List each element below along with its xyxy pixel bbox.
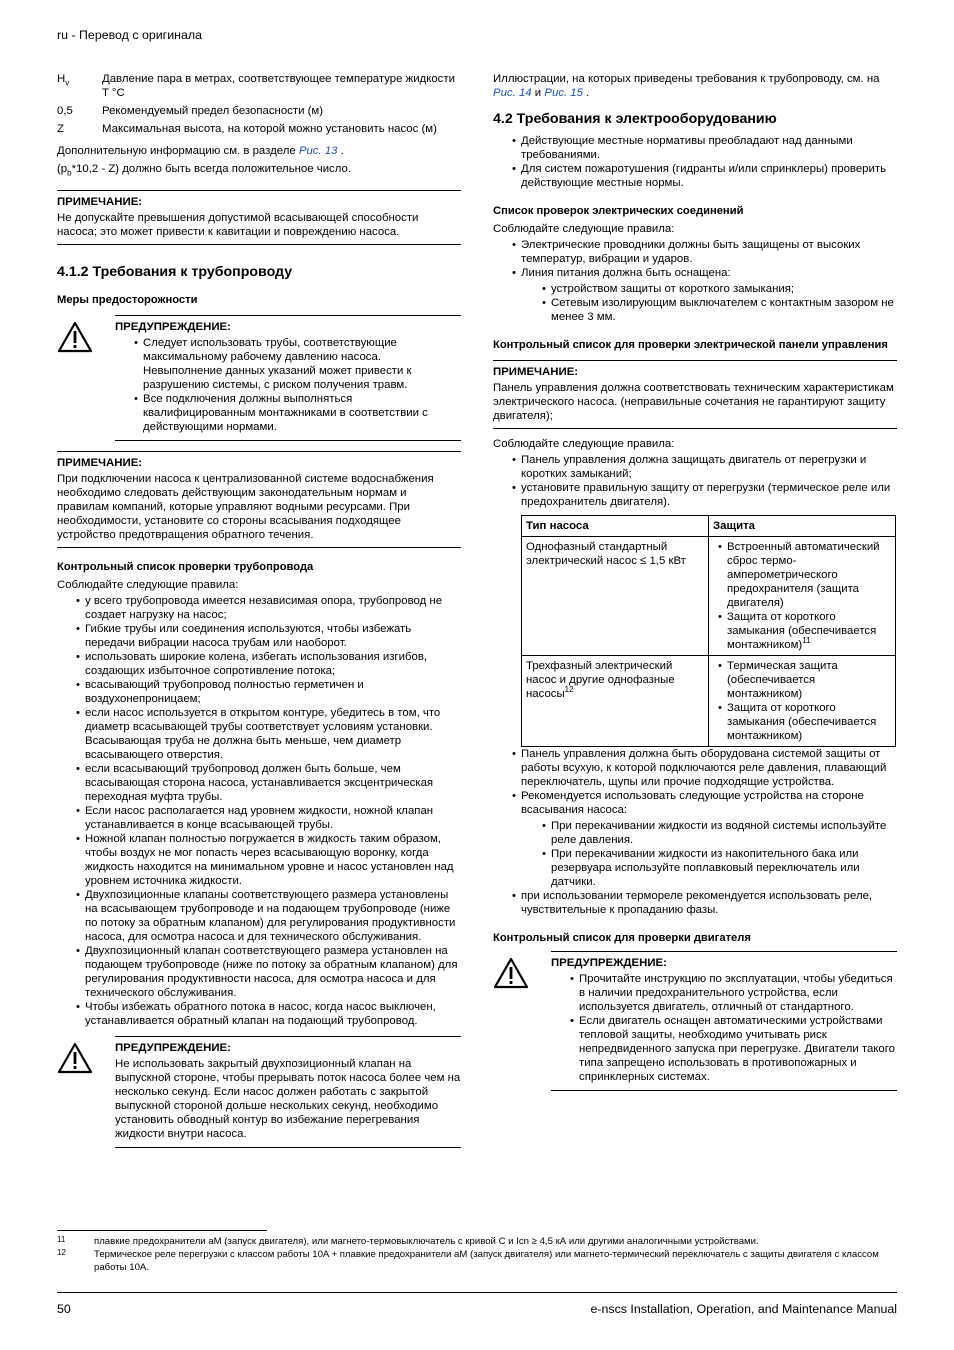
def-term: Z (57, 123, 64, 135)
list-item: • Следует использовать трубы, соответствующие максимальному рабочему давлению насоса. Невыполнение данных указаний может привести к разрушению системы, с риском получения травм. (143, 336, 461, 392)
pipe-checklist (85, 594, 461, 1028)
list-item: • при использовании термореле рекомендуется использовать реле, чувствительные к пропаданию фазы. (521, 889, 897, 917)
note-box (57, 190, 461, 245)
warning-block (493, 951, 897, 1091)
def-term: 0,5 (57, 105, 73, 117)
list-item: • у всего трубопровода имеется независимая опора, трубопровод не создает нагрузку на насос; (85, 594, 461, 622)
footnote-text: Термическое реле перегрузки с классом работы 10A + плавкие предохранители aM (запуск двигателя) или магнето-термический переключатель с защиты двигателя с классом работы 10A. (94, 1249, 879, 1273)
def-term: $H_v$ (57, 73, 70, 88)
list-item: • Защита от короткого замыкания (обеспечивается монтажником)$^{11}$ (727, 610, 891, 652)
footer-rule (57, 1292, 897, 1293)
list-item: • если насос используется в открытом контуре, убедитесь в том, что диаметр всасывающей трубы соответствует условиям установки. Всасывающая труба не должна быть меньше, чем диаметр всасывающего отверстия. (85, 706, 461, 762)
table-header: Тип насоса (522, 516, 709, 537)
rules-intro: Соблюдайте следующие правила: (57, 579, 239, 592)
page-header: ru - Перевод с оригинала (57, 28, 202, 42)
warning-icon (57, 315, 115, 441)
thermal-relay-list (521, 889, 897, 917)
list-item: • Для систем пожаротушения (гидранты и/или спринклеры) проверить действующие местные нормы. (521, 162, 897, 190)
footnotes (57, 1235, 897, 1274)
subsection-heading: Контрольный список проверки трубопровода (57, 561, 314, 574)
definition-list (57, 72, 461, 136)
table-row (522, 656, 896, 747)
subsection-heading: Контрольный список для проверки электрической панели управления (493, 339, 888, 351)
footnote-number: 11 (57, 1235, 66, 1244)
list-item: • установите правильную защиту от перегрузки (термическое реле или предохранитель двигателя). (521, 481, 897, 509)
list-item: • Сетевым изолирующим выключателем с контактным зазором не менее 3 мм. (551, 296, 897, 324)
list-item: • Встроенный автоматический сброс термо-амперометрического предохранителя (защита двигателя) (727, 540, 891, 610)
warning-block (57, 1036, 461, 1148)
warning-title: ПРЕДУПРЕЖДЕНИЕ: (551, 957, 667, 969)
list-item: • Прочитайте инструкцию по эксплуатации, чтобы убедиться в наличии предохранительного устройства, если используется двигатель, отличный от стандартного. (579, 972, 897, 1014)
note-title: ПРИМЕЧАНИЕ: (493, 366, 579, 378)
rules-intro: Соблюдайте следующие правила: (493, 223, 675, 235)
list-item: • Чтобы избежать обратного потока в насос, когда насос выключен, устанавливается обратный клапан на подающий трубопровод. (85, 1000, 461, 1028)
list-item: • устройством защиты от короткого замыкания; (551, 282, 897, 296)
left-column (57, 72, 461, 1158)
info-paragraph: Дополнительную информацию см. в разделе Рис. 13 . (57, 145, 344, 157)
table-cell: Однофазный стандартный электрический насос ≤ 1,5 кВт (522, 537, 709, 656)
list-item: • если всасывающий трубопровод должен быть больше, чем всасывающая сторона насоса, устанавливается эксцентрическая переходная муфта трубы. (85, 762, 461, 804)
warning-icon (57, 1036, 115, 1148)
subsection-heading: Меры предосторожности (57, 294, 198, 307)
list-item: • всасывающий трубопровод полностью герметичен и воздухонепроницаем; (85, 678, 461, 706)
list-item: • Двухпозиционные клапаны соответствующего размера установлены на всасывающем трубопроводе и на подающем трубопроводе (ниже по потоку за обратным клапаном) для регулирования продуктивности насоса, для осмотра насоса и для технического обслуживания. (85, 888, 461, 944)
right-column (493, 72, 897, 1101)
illustrations-paragraph: Иллюстрации, на которых приведены требования к трубопроводу, см. на Рис. 14 и Рис. 15 . (493, 73, 880, 99)
page-number: 50 (57, 1302, 71, 1316)
note-text: Панель управления должна соответствовать техническим характеристикам электрического насоса. (неправильные сочетания не гарантируют защиту двигателя); (493, 382, 894, 422)
protection-table (521, 515, 896, 747)
list-item: • Защита от короткого замыкания (обеспечивается монтажником) (727, 701, 891, 743)
list-item: • Ножной клапан полностью погружается в жидкость таким образом, чтобы воздух не мог попасть через всасывающую воронку, когда жидкость находится на минимальном уровне и насос установлен над уровнем источника жидкости. (85, 832, 461, 888)
warning-icon (493, 951, 551, 1091)
figure-link[interactable]: Рис. 13 (298, 145, 338, 157)
footnote-ref[interactable]: 11 (802, 636, 811, 646)
list-item: • Панель управления должна защищать двигатель от перегрузки и коротких замыканий; (521, 453, 897, 481)
manual-title: e-nscs Installation, Operation, and Maintenance Manual (590, 1302, 897, 1316)
warning-list (579, 972, 897, 1084)
electrical-checklist (521, 238, 897, 280)
power-line-sublist (551, 282, 897, 324)
footnote-ref[interactable]: 12 (564, 685, 574, 695)
table-header: Защита (709, 516, 896, 537)
list-item: • Гибкие трубы или соединения используются, чтобы избежать передачи вибрации насоса трубам или наоборот. (85, 622, 461, 650)
list-item: • использовать широкие колена, избегать использования изгибов, создающих избыточное сопротивление потока; (85, 650, 461, 678)
note-text: Не допускайте превышения допустимой всасывающей способности насоса; это может привести к кавитации и повреждению насоса. (57, 212, 419, 239)
list-item: • Термическая защита (обеспечивается монтажником) (727, 659, 891, 701)
note-box (57, 451, 461, 548)
table-cell: Трехфазный электрический насос и другие однофазные насосы$^{12}$ (522, 656, 709, 747)
note-box (493, 360, 897, 429)
footnote (57, 1248, 897, 1274)
note-text: При подключении насоса к централизованной системе водоснабжения необходимо следовать действующим законодательным нормам и правилам компаний, которые управляют водными ресурсами. При необходимости, установите со стороны всасывания подходящее устройство предотвращения обратного течения. (57, 473, 434, 542)
table-cell (709, 537, 896, 656)
def-text: Рекомендуемый предел безопасности (м) (102, 105, 324, 117)
warning-title: ПРЕДУПРЕЖДЕНИЕ: (115, 1042, 231, 1055)
panel-checklist (521, 453, 897, 509)
list-item: • Если двигатель оснащен автоматическими устройствами тепловой защиты, необходимо учитывать риск непредвиденного запуска при перегрузке. Двигатели такого типа запрещено использовать в противопожарных и спринклерных системах. (579, 1014, 897, 1084)
list-item: • При перекачивании жидкости из накопительного бака или резервуара используйте поплавковый переключатель или датчики. (551, 847, 897, 889)
list-item: • Рекомендуется использовать следующие устройства на стороне всасывания насоса: (521, 789, 897, 817)
list-item: • Линия питания должна быть оснащена: (521, 266, 897, 280)
footnote-number: 12 (57, 1248, 66, 1257)
list-item: • Электрические проводники должны быть защищены от высоких температур, вибрации и ударов. (521, 238, 897, 266)
list-item: • При перекачивании жидкости из водяной системы используйте реле давления. (551, 819, 897, 847)
list-item: • Двухпозиционный клапан соответствующего размера установлен на подающем трубопроводе (ниже по потоку за обратным клапаном) для регулирования продуктивности насоса, для осмотра насоса и для технического обслуживания. (85, 944, 461, 1000)
footnote-separator (57, 1230, 267, 1231)
figure-link[interactable]: Рис. 15 (544, 87, 583, 99)
table-row (522, 537, 896, 656)
note-title: ПРИМЕЧАНИЕ: (57, 196, 143, 209)
rules-intro: Соблюдайте следующие правила: (493, 438, 675, 450)
list-item: • Если насос располагается над уровнем жидкости, ножной клапан устанавливается в конце всасывающей трубы. (85, 804, 461, 832)
list-item: • Панель управления должна быть оборудована системой защиты от работы всухую, к которой подключаются реле давления, плавающий переключатель, щупы или прочие подходящие устройства. (521, 747, 897, 789)
subsection-heading: Список проверок электрических соединений (493, 205, 744, 217)
suction-devices-sublist (551, 819, 897, 889)
warning-list (143, 336, 461, 434)
warning-title: ПРЕДУПРЕЖДЕНИЕ: (115, 321, 231, 334)
figure-link[interactable]: Рис. 14 (493, 87, 532, 99)
panel-requirements-list (521, 747, 897, 817)
electrical-list (521, 134, 897, 190)
footnote (57, 1235, 897, 1248)
list-item: • Все подключения должны выполняться квалифицированным монтажниками в соответствии с действующими нормами. (143, 392, 461, 434)
subsection-heading: Контрольный список для проверки двигателя (493, 932, 751, 944)
list-item: • Действующие местные нормативы преобладают над данными требованиями. (521, 134, 897, 162)
formula-paragraph: $(p_b*10,2 - Z)$ должно быть всегда положительное число. (57, 163, 352, 178)
def-text: Максимальная высота, на которой можно установить насос (м) (102, 123, 437, 135)
note-title: ПРИМЕЧАНИЕ: (57, 457, 143, 470)
warning-text: Не использовать закрытый двухпозиционный клапан на выпускной стороне, чтобы прерывать поток насоса более чем на несколько секунд. Если насос должен работать с закрытой выпускной стороной дольше нескольких секунд, необходимо установить обводный контур во избежание перегревания жидкости внутри насоса. (115, 1058, 461, 1141)
footnote-text: плавкие предохранители aM (запуск двигателя), или магнето-термовыключатель с кривой C и Icn ≥ 4,5 кА или другими аналогичными устройствами. (94, 1236, 759, 1247)
section-heading: 4.2 Требования к электрооборудованию (493, 111, 777, 127)
section-heading: 4.1.2 Требования к трубопроводу (57, 264, 293, 281)
def-text: Давление пара в метрах, соответствующее температуре жидкости T °C (102, 73, 455, 99)
warning-block (57, 315, 461, 441)
table-cell (709, 656, 896, 747)
